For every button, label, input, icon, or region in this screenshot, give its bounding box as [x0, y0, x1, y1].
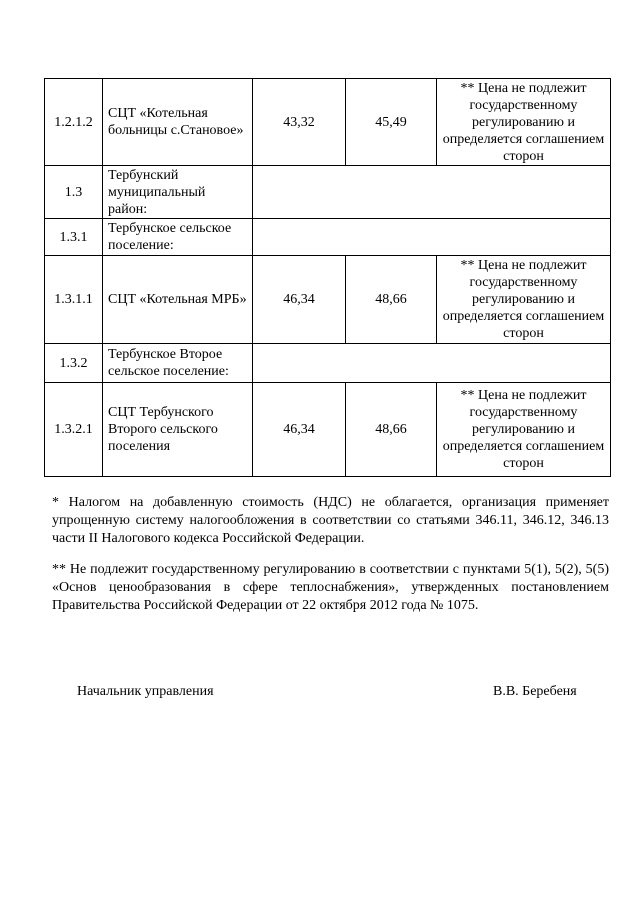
tariff-value-1: 43,32	[253, 79, 346, 166]
tariff-table	[44, 78, 611, 477]
row-number: 1.3.2	[45, 344, 103, 383]
table-row	[45, 344, 611, 383]
footnote-regulation: ** Не подлежит государственному регулированию в соответствии с пунктами 5(1), 5(2), 5(5) «Основ ценообразования в сфере теплоснабжения», утвержденных постановлением Правительства Российской Федерации от 22 октября 2012 года № 1075.	[52, 562, 609, 613]
row-name: Тербунское сельское поселение:	[103, 219, 253, 256]
row-note: ** Цена не подлежит государственному регулированию и определяется соглашением сторон	[437, 383, 611, 477]
table-row	[45, 383, 611, 477]
tariff-value-1: 46,34	[253, 256, 346, 344]
tariff-value-1: 46,34	[253, 383, 346, 477]
row-note: ** Цена не подлежит государственному регулированию и определяется соглашением сторон	[437, 79, 611, 166]
signature-position: Начальник управления	[77, 684, 214, 699]
tariff-value-2: 48,66	[346, 256, 437, 344]
table-row	[45, 79, 611, 166]
row-number: 1.3.1	[45, 219, 103, 256]
table-row	[45, 219, 611, 256]
table-row	[45, 256, 611, 344]
row-name: Тербунское Второе сельское поселение:	[103, 344, 253, 383]
signature-name: В.В. Беребеня	[493, 684, 577, 699]
row-name: Тербунский муниципальный район:	[103, 166, 253, 219]
row-number: 1.3.2.1	[45, 383, 103, 477]
row-number: 1.3	[45, 166, 103, 219]
tariff-value-2: 48,66	[346, 383, 437, 477]
empty-cell	[253, 166, 611, 219]
empty-cell	[253, 219, 611, 256]
row-number: 1.2.1.2	[45, 79, 103, 166]
row-name: СЦТ Тербунского Второго сельского поселения	[103, 383, 253, 477]
row-number: 1.3.1.1	[45, 256, 103, 344]
row-note: ** Цена не подлежит государственному регулированию и определяется соглашением сторон	[437, 256, 611, 344]
tariff-value-2: 45,49	[346, 79, 437, 166]
row-name: СЦТ «Котельная больницы с.Становое»	[103, 79, 253, 166]
footnote-vat: * Налогом на добавленную стоимость (НДС) не облагается, организация применяет упрощенную систему налогообложения в соответствии со статьями 346.11, 346.12, 346.13 части II Налогового кодекса Российской Федерации.	[52, 495, 609, 546]
row-name: СЦТ «Котельная МРБ»	[103, 256, 253, 344]
empty-cell	[253, 344, 611, 383]
table-row	[45, 166, 611, 219]
